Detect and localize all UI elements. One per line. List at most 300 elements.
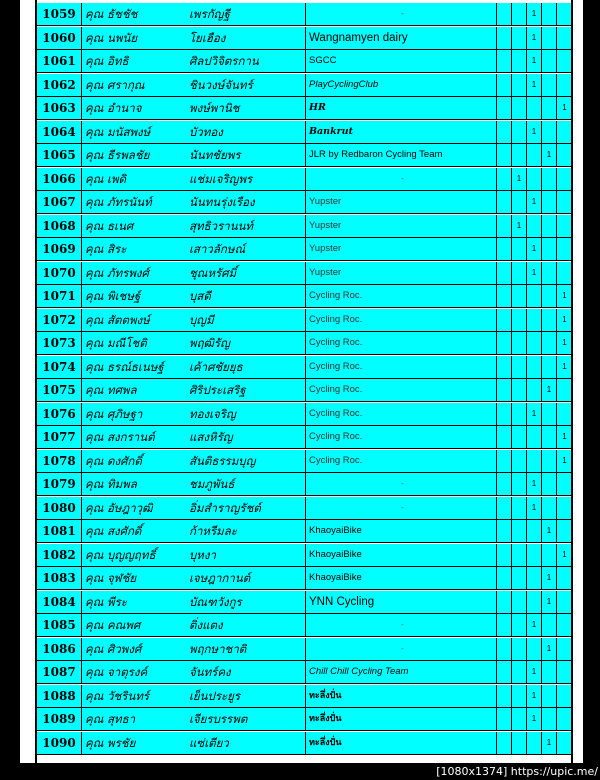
category-mark-4 bbox=[542, 191, 557, 213]
category-mark-1 bbox=[497, 403, 512, 425]
team-name: ทะลึ่งปั่น bbox=[306, 732, 497, 754]
category-mark-5: 1 bbox=[562, 361, 567, 371]
rider-last-name: เจษฎากานต์ bbox=[189, 571, 251, 585]
category-mark-5 bbox=[557, 50, 572, 72]
category-mark-4 bbox=[542, 614, 557, 636]
rider-name bbox=[82, 614, 306, 636]
rider-last-name: บัวทอง bbox=[189, 124, 223, 139]
category-mark-5: 1 bbox=[562, 291, 567, 300]
category-mark-5 bbox=[557, 708, 572, 730]
rider-first-name: คุณ มนัสพงษ์ bbox=[85, 124, 151, 139]
bib-number: 1077 bbox=[37, 426, 82, 448]
bib-number: 1085 bbox=[37, 614, 82, 636]
table-row bbox=[37, 238, 571, 261]
category-mark-4: 1 bbox=[542, 591, 557, 613]
bib-number: 1079 bbox=[37, 473, 82, 495]
rider-first-name: คุณ จุฬชัย bbox=[85, 571, 137, 585]
category-mark-4 bbox=[542, 685, 557, 707]
category-mark-5 bbox=[557, 591, 572, 613]
table-row bbox=[37, 215, 571, 238]
bib-number: 1075 bbox=[37, 379, 82, 401]
bib-number: 1076 bbox=[37, 403, 82, 425]
team-name: Wangnamyen dairy bbox=[306, 27, 497, 49]
category-mark-3 bbox=[527, 168, 542, 190]
rider-last-name: บุสดี bbox=[189, 289, 211, 303]
rider-name bbox=[82, 97, 306, 119]
rider-last-name: เพรกัญฐี bbox=[189, 7, 230, 21]
team-name: Cycling Roc. bbox=[306, 332, 497, 354]
table-row bbox=[37, 262, 571, 285]
category-mark-1 bbox=[497, 144, 512, 166]
rider-first-name: คุณ คณพศ bbox=[85, 618, 141, 632]
category-mark-2 bbox=[512, 426, 527, 448]
rider-name bbox=[82, 27, 306, 49]
rider-last-name: ก้าหรีมละ bbox=[189, 524, 237, 538]
category-mark-3 bbox=[527, 450, 542, 472]
team-name: Bankrut bbox=[306, 121, 497, 143]
rider-name bbox=[82, 379, 306, 401]
rider-name bbox=[82, 473, 306, 495]
category-mark-1 bbox=[497, 567, 512, 589]
rider-first-name: คุณ ธัชชัช bbox=[85, 7, 138, 21]
category-mark-2 bbox=[512, 450, 527, 472]
category-mark-3: 1 bbox=[527, 661, 542, 683]
table-row bbox=[37, 74, 571, 97]
category-mark-1 bbox=[497, 591, 512, 613]
table-row bbox=[37, 168, 571, 191]
rider-name bbox=[82, 685, 306, 707]
category-mark-1 bbox=[497, 168, 512, 190]
category-mark-3 bbox=[527, 544, 542, 566]
category-mark-4 bbox=[542, 661, 557, 683]
rider-last-name: ศิริประเสริฐ bbox=[189, 383, 246, 397]
bib-number: 1062 bbox=[37, 74, 82, 96]
rider-first-name: คุณ มณีโชติ bbox=[85, 336, 147, 350]
rider-first-name: คุณ ดงศักดิ์ bbox=[85, 453, 142, 468]
rider-last-name: บัณฑวังกูร bbox=[189, 594, 242, 609]
table-row bbox=[37, 708, 571, 731]
bib-number: 1063 bbox=[37, 97, 82, 119]
team-name: - bbox=[306, 497, 497, 519]
rider-name bbox=[82, 168, 306, 190]
category-mark-3 bbox=[527, 285, 542, 307]
team-name: Yupster bbox=[306, 238, 497, 260]
category-mark-3: 1 bbox=[527, 191, 542, 213]
rider-name bbox=[82, 309, 306, 331]
rider-name bbox=[82, 567, 306, 589]
category-mark-4 bbox=[542, 50, 557, 72]
category-mark-5 bbox=[557, 661, 572, 683]
category-mark-3: 1 bbox=[527, 614, 542, 636]
team-name: Cycling Roc. bbox=[306, 285, 497, 307]
team-name: SGCC bbox=[306, 50, 497, 72]
category-mark-1 bbox=[497, 262, 512, 284]
category-mark-5: 1 bbox=[562, 455, 567, 465]
bib-number: 1087 bbox=[37, 661, 82, 683]
category-mark-4 bbox=[542, 3, 557, 25]
category-mark-3 bbox=[527, 567, 542, 589]
category-mark-2 bbox=[512, 27, 527, 49]
category-mark-1 bbox=[497, 685, 512, 707]
rider-last-name: เค้าศชัยยุธ bbox=[189, 359, 243, 374]
category-mark-2 bbox=[512, 732, 527, 754]
team-name: Yupster bbox=[306, 262, 497, 284]
table-row bbox=[37, 285, 571, 308]
category-mark-4 bbox=[542, 285, 557, 307]
bib-number: 1073 bbox=[37, 332, 82, 354]
category-mark-1 bbox=[497, 732, 512, 754]
rider-last-name: นันทชัยพร bbox=[189, 148, 241, 162]
category-mark-3 bbox=[527, 732, 542, 754]
image-size-footer: [1080x1374] https://upic.me/ bbox=[436, 765, 598, 778]
category-mark-3: 1 bbox=[527, 238, 542, 260]
bib-number: 1083 bbox=[37, 567, 82, 589]
rider-last-name: ศิลปวิจิตรกาน bbox=[189, 54, 259, 68]
category-mark-5 bbox=[557, 3, 572, 25]
table-row bbox=[37, 426, 571, 449]
table-row bbox=[37, 473, 571, 496]
team-name: KhaoyaiBike bbox=[306, 544, 497, 566]
team-name: JLR by Redbaron Cycling Team bbox=[306, 144, 497, 166]
category-mark-2 bbox=[512, 332, 527, 354]
rider-first-name: คุณ เพดิ bbox=[85, 171, 126, 186]
category-mark-4: 1 bbox=[542, 144, 557, 166]
category-mark-1 bbox=[497, 191, 512, 213]
rider-name bbox=[82, 262, 306, 284]
rider-name bbox=[82, 708, 306, 730]
category-mark-2 bbox=[512, 74, 527, 96]
team-name: Cycling Roc. bbox=[306, 379, 497, 401]
category-mark-4 bbox=[542, 356, 557, 378]
category-mark-4 bbox=[542, 74, 557, 96]
category-mark-1 bbox=[497, 426, 512, 448]
table-row bbox=[37, 638, 571, 661]
category-mark-5 bbox=[557, 262, 572, 284]
category-mark-3 bbox=[527, 426, 542, 448]
rider-name bbox=[82, 638, 306, 660]
category-mark-3 bbox=[527, 97, 542, 119]
team-name: KhaoyaiBike bbox=[306, 567, 497, 589]
table-row bbox=[37, 497, 571, 520]
team-name: HR bbox=[306, 97, 497, 119]
rider-last-name: จันทร์คง bbox=[189, 665, 231, 679]
rider-last-name: แซ่เตียว bbox=[189, 735, 229, 750]
category-mark-4 bbox=[542, 332, 557, 354]
rider-first-name: คุณ ภัทรพงศ์ bbox=[85, 265, 149, 280]
category-mark-3 bbox=[527, 144, 542, 166]
category-mark-1 bbox=[497, 285, 512, 307]
rider-first-name: คุณ ศรากุณ bbox=[85, 77, 145, 92]
bib-number: 1084 bbox=[37, 591, 82, 613]
category-mark-4 bbox=[542, 473, 557, 495]
team-name: Yupster bbox=[306, 191, 497, 213]
table-row bbox=[37, 732, 571, 755]
category-mark-4: 1 bbox=[542, 638, 557, 660]
category-mark-1 bbox=[497, 638, 512, 660]
bib-number: 1068 bbox=[37, 215, 82, 237]
category-mark-3 bbox=[527, 638, 542, 660]
category-mark-3: 1 bbox=[527, 262, 542, 284]
category-mark-5 bbox=[557, 191, 572, 213]
category-mark-1 bbox=[497, 520, 512, 542]
category-mark-2 bbox=[512, 238, 527, 260]
rider-last-name: บุหงา bbox=[189, 547, 216, 562]
rider-first-name: คุณ ทิมพล bbox=[85, 477, 137, 491]
category-mark-1 bbox=[497, 473, 512, 495]
category-mark-2 bbox=[512, 638, 527, 660]
team-name: PlayCyclingClub bbox=[306, 74, 497, 96]
table-row bbox=[37, 50, 571, 73]
table-row bbox=[37, 661, 571, 684]
rider-name bbox=[82, 356, 306, 378]
rider-first-name: คุณ พรชัย bbox=[85, 735, 136, 750]
rider-first-name: คุณ นพนัย bbox=[85, 30, 138, 45]
category-mark-2 bbox=[512, 544, 527, 566]
category-mark-5 bbox=[557, 614, 572, 636]
category-mark-5 bbox=[557, 121, 572, 143]
table-row bbox=[37, 403, 571, 426]
category-mark-4 bbox=[542, 168, 557, 190]
category-mark-4 bbox=[542, 497, 557, 519]
rider-first-name: คุณ สงกรานต์ bbox=[85, 430, 155, 444]
category-mark-3: 1 bbox=[527, 50, 542, 72]
team-name: KhaoyaiBike bbox=[306, 520, 497, 542]
category-mark-1 bbox=[497, 50, 512, 72]
category-mark-4 bbox=[542, 262, 557, 284]
team-name: Cycling Roc. bbox=[306, 403, 497, 425]
rider-first-name: คุณ พีระ bbox=[85, 594, 127, 609]
category-mark-5 bbox=[557, 497, 572, 519]
category-mark-5 bbox=[557, 403, 572, 425]
rider-last-name: พฤฒิรัญ bbox=[189, 336, 230, 350]
category-mark-5: 1 bbox=[562, 432, 567, 441]
category-mark-2 bbox=[512, 473, 527, 495]
category-mark-4: 1 bbox=[542, 520, 557, 542]
bib-number: 1078 bbox=[37, 450, 82, 472]
rider-first-name: คุณ ทศพล bbox=[85, 383, 137, 397]
category-mark-2 bbox=[512, 661, 527, 683]
registration-table bbox=[35, 0, 573, 763]
rider-last-name: พฤกษาชาติ bbox=[189, 641, 247, 656]
bib-number: 1082 bbox=[37, 544, 82, 566]
category-mark-4 bbox=[542, 450, 557, 472]
category-mark-2: 1 bbox=[512, 168, 527, 190]
table-row bbox=[37, 567, 571, 590]
rider-first-name: คุณ วัชรินทร์ bbox=[85, 688, 150, 703]
rider-first-name: คุณ ศุภิษฐา bbox=[85, 406, 143, 421]
rider-first-name: คุณ ธเนศ bbox=[85, 218, 134, 233]
category-mark-5 bbox=[557, 732, 572, 754]
category-mark-4 bbox=[542, 215, 557, 237]
rider-name bbox=[82, 144, 306, 166]
rider-name bbox=[82, 238, 306, 260]
team-name: - bbox=[306, 473, 497, 495]
category-mark-5 bbox=[557, 567, 572, 589]
category-mark-1 bbox=[497, 74, 512, 96]
category-mark-5: 1 bbox=[562, 549, 567, 559]
category-mark-2 bbox=[512, 191, 527, 213]
bib-number: 1060 bbox=[37, 27, 82, 49]
rider-last-name: บุญมี bbox=[189, 312, 214, 327]
category-mark-1 bbox=[497, 27, 512, 49]
rider-last-name: สุทธิวรานนท์ bbox=[189, 218, 254, 233]
category-mark-1 bbox=[497, 379, 512, 401]
rider-first-name: คุณ อิทธิ bbox=[85, 54, 129, 68]
table-row bbox=[37, 191, 571, 214]
rider-name bbox=[82, 403, 306, 425]
rider-first-name: คุณ สุทธา bbox=[85, 712, 136, 726]
rider-name bbox=[82, 544, 306, 566]
category-mark-3 bbox=[527, 356, 542, 378]
rider-last-name: ทองเจริญ bbox=[189, 406, 236, 421]
rider-name bbox=[82, 732, 306, 754]
category-mark-4 bbox=[542, 121, 557, 143]
team-name: ทะลึ่งปั่น bbox=[306, 708, 497, 730]
rider-first-name: คุณ สิระ bbox=[85, 242, 127, 256]
category-mark-4 bbox=[542, 403, 557, 425]
rider-first-name: คุณ ธรณ์ธเนษฐ์ bbox=[85, 359, 164, 374]
rider-first-name: คุณ สัตตพงษ์ bbox=[85, 312, 150, 327]
bib-number: 1066 bbox=[37, 168, 82, 190]
category-mark-3 bbox=[527, 332, 542, 354]
category-mark-2 bbox=[512, 520, 527, 542]
category-mark-2 bbox=[512, 379, 527, 401]
category-mark-3: 1 bbox=[527, 497, 542, 519]
team-name: Cycling Roc. bbox=[306, 450, 497, 472]
category-mark-2 bbox=[512, 3, 527, 25]
category-mark-2 bbox=[512, 144, 527, 166]
category-mark-1 bbox=[497, 121, 512, 143]
category-mark-1 bbox=[497, 97, 512, 119]
category-mark-3 bbox=[527, 520, 542, 542]
category-mark-4: 1 bbox=[542, 379, 557, 401]
table-row bbox=[37, 544, 571, 567]
rider-first-name: คุณ จาตุรงค์ bbox=[85, 665, 148, 679]
category-mark-1 bbox=[497, 661, 512, 683]
category-mark-1 bbox=[497, 238, 512, 260]
rider-last-name: แสงหิรัญ bbox=[189, 430, 233, 444]
bib-number: 1074 bbox=[37, 356, 82, 378]
category-mark-4 bbox=[542, 309, 557, 331]
category-mark-4 bbox=[542, 426, 557, 448]
category-mark-3: 1 bbox=[527, 403, 542, 425]
rider-name bbox=[82, 215, 306, 237]
rider-name bbox=[82, 74, 306, 96]
rider-first-name: คุณ ธีรพลชัย bbox=[85, 148, 150, 162]
rider-last-name: นันทนรุ่งเรือง bbox=[189, 195, 255, 209]
rider-first-name: คุณ ภัทรนันท์ bbox=[85, 195, 152, 209]
category-mark-5 bbox=[557, 638, 572, 660]
table-row bbox=[37, 332, 571, 355]
bib-number: 1067 bbox=[37, 191, 82, 213]
category-mark-3 bbox=[527, 591, 542, 613]
table-row bbox=[37, 450, 571, 473]
category-mark-3: 1 bbox=[527, 121, 542, 143]
rider-name bbox=[82, 332, 306, 354]
rider-name bbox=[82, 3, 306, 25]
rider-last-name: ชินวงษ์จันทร์ bbox=[189, 77, 253, 92]
category-mark-5 bbox=[557, 238, 572, 260]
team-name: Cycling Roc. bbox=[306, 426, 497, 448]
table-row bbox=[37, 97, 571, 120]
team-name: - bbox=[306, 168, 497, 190]
category-mark-4 bbox=[542, 27, 557, 49]
bib-number: 1072 bbox=[37, 309, 82, 331]
category-mark-3: 1 bbox=[527, 473, 542, 495]
category-mark-3: 1 bbox=[527, 74, 542, 96]
rider-first-name: คุณ บุญญฤทธิ์ bbox=[85, 547, 156, 562]
team-name: - bbox=[306, 3, 497, 25]
bib-number: 1088 bbox=[37, 685, 82, 707]
bib-number: 1070 bbox=[37, 262, 82, 284]
category-mark-3 bbox=[527, 379, 542, 401]
category-mark-5 bbox=[557, 379, 572, 401]
category-mark-2 bbox=[512, 285, 527, 307]
rider-last-name: ติ่งแตง bbox=[189, 618, 223, 632]
rider-first-name: คุณ พิเชษฐ์ bbox=[85, 289, 141, 303]
bib-number: 1089 bbox=[37, 708, 82, 730]
category-mark-5: 1 bbox=[562, 338, 567, 347]
category-mark-4 bbox=[542, 97, 557, 119]
team-name: Chill Chill Cycling Team bbox=[306, 661, 497, 683]
rider-name bbox=[82, 426, 306, 448]
category-mark-2 bbox=[512, 403, 527, 425]
category-mark-1 bbox=[497, 544, 512, 566]
rider-last-name: แช่มเจริญพร bbox=[189, 171, 253, 186]
rider-name bbox=[82, 191, 306, 213]
bib-number: 1086 bbox=[37, 638, 82, 660]
team-name: Cycling Roc. bbox=[306, 356, 497, 378]
rider-last-name: เสาวลักษณ์ bbox=[189, 242, 246, 256]
rider-name bbox=[82, 661, 306, 683]
category-mark-1 bbox=[497, 708, 512, 730]
rider-last-name: พงษ์พานิช bbox=[189, 101, 240, 115]
rider-last-name: ชมภูพันธ์ bbox=[189, 477, 235, 491]
rider-last-name: อิ่มสำราญรัชต์ bbox=[189, 500, 261, 515]
category-mark-5 bbox=[557, 27, 572, 49]
category-mark-2 bbox=[512, 262, 527, 284]
table-row bbox=[37, 614, 571, 637]
category-mark-3 bbox=[527, 215, 542, 237]
category-mark-5: 1 bbox=[562, 314, 567, 324]
rider-first-name: คุณ อัษฎาวุฒิ bbox=[85, 500, 153, 515]
category-mark-3: 1 bbox=[527, 685, 542, 707]
table-row bbox=[37, 379, 571, 402]
bib-number: 1065 bbox=[37, 144, 82, 166]
category-mark-5 bbox=[557, 685, 572, 707]
category-mark-4: 1 bbox=[542, 732, 557, 754]
rider-last-name: เจียรบรรพต bbox=[189, 712, 248, 726]
category-mark-5: 1 bbox=[562, 103, 567, 112]
table-row bbox=[37, 144, 571, 167]
category-mark-2 bbox=[512, 97, 527, 119]
category-mark-2 bbox=[512, 567, 527, 589]
category-mark-2 bbox=[512, 708, 527, 730]
table-row bbox=[37, 27, 571, 50]
category-mark-2 bbox=[512, 121, 527, 143]
table-row bbox=[37, 520, 571, 543]
bib-number: 1080 bbox=[37, 497, 82, 519]
bib-number: 1071 bbox=[37, 285, 82, 307]
category-mark-2 bbox=[512, 685, 527, 707]
category-mark-5 bbox=[557, 473, 572, 495]
table-row bbox=[37, 685, 571, 708]
table-row bbox=[37, 309, 571, 332]
category-mark-2 bbox=[512, 356, 527, 378]
category-mark-5 bbox=[557, 520, 572, 542]
bib-number: 1081 bbox=[37, 520, 82, 542]
category-mark-2 bbox=[512, 497, 527, 519]
